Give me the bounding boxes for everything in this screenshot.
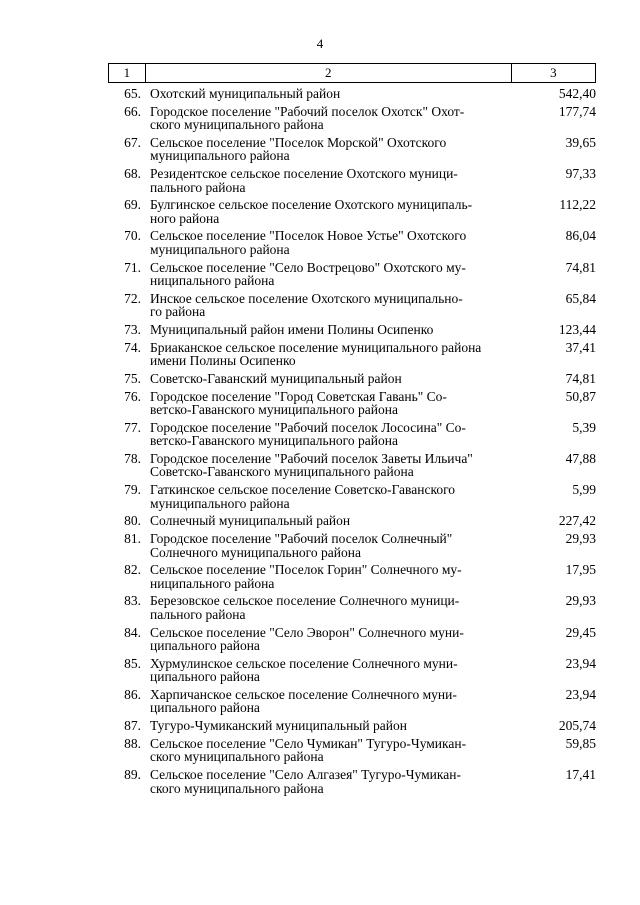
row-number: 80.: [124, 513, 141, 529]
row-name: [150, 421, 515, 448]
row-name-line: Тугуро-Чумиканский муниципальный район: [150, 718, 407, 734]
table-row: [108, 737, 596, 764]
table-row: [108, 198, 596, 225]
row-name-line: Сельское поселение "Поселок Горин" Солнечного му-: [150, 562, 462, 578]
row-name: [150, 626, 515, 653]
row-name-line: ского муниципального района: [150, 749, 324, 765]
row-value: 29,93: [565, 593, 596, 609]
row-number: 69.: [124, 197, 141, 213]
row-value: 74,81: [565, 370, 596, 386]
row-name-line: муниципального района: [150, 241, 290, 257]
row-name-line: ного района: [150, 210, 220, 226]
row-name-line: Сельское поселение "Поселок Морской" Охотского: [150, 134, 447, 150]
table-row: [108, 372, 596, 386]
table-row: [108, 105, 596, 132]
row-name: [150, 452, 515, 479]
row-name-line: Городское поселение "Рабочий поселок Заветы Ильича": [150, 450, 473, 466]
row-number: 77.: [124, 419, 141, 435]
row-name-line: Хурмулинское сельское поселение Солнечного муни-: [150, 655, 458, 671]
table-header: [108, 63, 596, 83]
row-name-line: ципального района: [150, 700, 260, 716]
row-name: [150, 532, 515, 559]
row-number: 72.: [124, 290, 141, 306]
row-number: 81.: [124, 531, 141, 546]
row-name: [150, 229, 515, 256]
row-value: 86,04: [565, 228, 596, 244]
table-row: [108, 261, 596, 288]
row-name-line: Булгинское сельское поселение Охотского муниципаль-: [150, 197, 473, 213]
table-row: [108, 626, 596, 653]
row-name-line: Сельское поселение "Поселок Новое Устье" Охотского: [150, 228, 467, 244]
row-name-line: Инское сельское поселение Охотского муниципально-: [150, 290, 463, 306]
row-name-line: Гаткинское сельское поселение Советско-Гаванского: [150, 482, 456, 498]
page-number: 4: [316, 36, 324, 51]
row-value: 542,40: [558, 86, 596, 101]
table-row: [108, 292, 596, 319]
row-number: 87.: [124, 718, 141, 734]
row-name: [150, 87, 515, 101]
row-name-line: ского муниципального района: [150, 117, 324, 133]
row-number: 66.: [124, 103, 141, 119]
row-name-line: Советско-Гаванского муниципального района: [150, 464, 414, 480]
row-name: [150, 323, 515, 337]
row-name-line: муниципального района: [150, 148, 290, 164]
row-name-line: Березовское сельское поселение Солнечного муници-: [150, 593, 460, 609]
row-value: 205,74: [558, 718, 596, 734]
row-name: [150, 390, 515, 417]
row-value: 29,93: [565, 531, 596, 546]
row-value: 50,87: [565, 388, 596, 404]
row-name: [150, 514, 515, 528]
table-row: [108, 657, 596, 684]
row-number: 88.: [124, 735, 141, 751]
table-row: [108, 229, 596, 256]
table-row: [108, 390, 596, 417]
row-name-line: Солнечного муниципального района: [150, 544, 361, 560]
table-row: [108, 768, 596, 795]
table-row: [108, 483, 596, 510]
row-value: 123,44: [558, 322, 596, 337]
table-row: [108, 594, 596, 621]
row-name-line: Советско-Гаванский муниципальный район: [150, 370, 402, 386]
row-value: 29,45: [565, 624, 596, 640]
row-name-line: Сельское поселение "Село Эворон" Солнечного муни-: [150, 624, 464, 640]
row-value: 59,85: [565, 735, 596, 751]
row-number: 67.: [124, 134, 141, 150]
row-name-line: Бриаканское сельское поселение муниципального района: [150, 339, 482, 355]
row-value: 65,84: [565, 290, 596, 306]
row-number: 82.: [124, 562, 141, 578]
table-row: [108, 341, 596, 368]
row-name: [150, 719, 515, 733]
table-body: [108, 87, 596, 799]
row-name: [150, 688, 515, 715]
row-name-line: ниципального района: [150, 273, 275, 289]
row-number: 78.: [124, 450, 141, 466]
table-row: [108, 532, 596, 559]
row-value: 177,74: [558, 103, 596, 119]
table-row: [108, 688, 596, 715]
row-name-line: Городское поселение "Рабочий поселок Охотск" Охот-: [150, 103, 465, 119]
header-col-2: 2: [145, 64, 511, 83]
row-name-line: Муниципальный район имени Полины Осипенко: [150, 322, 434, 337]
row-value: 37,41: [565, 339, 596, 355]
row-name: [150, 136, 515, 163]
row-value: 17,41: [565, 767, 596, 782]
row-number: 76.: [124, 388, 141, 404]
row-name: [150, 292, 515, 319]
row-value: 5,39: [572, 419, 596, 435]
row-value: 74,81: [565, 259, 596, 275]
row-name-line: Солнечный муниципальный район: [150, 513, 351, 529]
row-name-line: Сельское поселение "Село Алгазея" Тугуро-Чумикан-: [150, 767, 461, 782]
row-number: 83.: [124, 593, 141, 609]
row-value: 17,95: [565, 562, 596, 578]
row-value: 227,42: [558, 513, 596, 529]
table-row: [108, 136, 596, 163]
row-name-line: ветско-Гаванского муниципального района: [150, 402, 398, 418]
row-name: [150, 372, 515, 386]
row-value: 112,22: [559, 197, 596, 213]
row-name-line: ниципального района: [150, 575, 275, 591]
row-number: 68.: [124, 166, 141, 182]
table-row: [108, 452, 596, 479]
row-name-line: пального района: [150, 606, 246, 622]
row-name: [150, 737, 515, 764]
row-name-line: Охотский муниципальный район: [150, 86, 341, 101]
row-name-line: Городское поселение "Рабочий поселок Солнечный": [150, 531, 453, 546]
row-name-line: Сельское поселение "Село Вострецово" Охотского му-: [150, 259, 466, 275]
table-row: [108, 563, 596, 590]
row-name: [150, 594, 515, 621]
row-name-line: пального района: [150, 179, 246, 195]
row-number: 73.: [124, 322, 141, 337]
row-name: [150, 563, 515, 590]
header-col-3: 3: [511, 64, 595, 83]
table-row: [108, 87, 596, 101]
row-value: 97,33: [565, 166, 596, 182]
row-name-line: Сельское поселение "Село Чумикан" Тугуро-Чумикан-: [150, 735, 467, 751]
row-name: [150, 483, 515, 510]
row-number: 86.: [124, 686, 141, 702]
row-number: 79.: [124, 482, 141, 498]
table-row: [108, 421, 596, 448]
row-number: 65.: [124, 86, 141, 101]
row-number: 75.: [124, 370, 141, 386]
row-name: [150, 198, 515, 225]
row-name-line: го района: [150, 304, 206, 320]
row-number: 71.: [124, 259, 141, 275]
row-name: [150, 341, 515, 368]
row-number: 70.: [124, 228, 141, 244]
row-number: 85.: [124, 655, 141, 671]
row-name-line: Резидентское сельское поселение Охотского муници-: [150, 166, 458, 182]
row-name: [150, 167, 515, 194]
row-number: 89.: [124, 767, 141, 782]
row-name-line: ветско-Гаванского муниципального района: [150, 433, 398, 449]
table-row: [108, 167, 596, 194]
row-name-line: муниципального района: [150, 495, 290, 511]
row-name: [150, 261, 515, 288]
row-value: 47,88: [565, 450, 596, 466]
header-col-1: 1: [109, 64, 146, 83]
row-value: 39,65: [565, 134, 596, 150]
row-name-line: имени Полины Осипенко: [150, 353, 296, 369]
row-name: [150, 768, 515, 795]
row-name-line: ципального района: [150, 638, 260, 654]
row-value: 23,94: [565, 686, 596, 702]
row-name-line: Харпичанское сельское поселение Солнечного муни-: [150, 686, 457, 702]
row-name-line: Городское поселение "Рабочий поселок Лососина" Со-: [150, 419, 466, 435]
row-name-line: ципального района: [150, 669, 260, 685]
table-row: [108, 323, 596, 337]
row-name: [150, 657, 515, 684]
row-value: 5,99: [572, 482, 596, 498]
row-number: 84.: [124, 624, 141, 640]
table-row: [108, 719, 596, 733]
row-name-line: ского муниципального района: [150, 780, 324, 796]
row-value: 23,94: [565, 655, 596, 671]
row-name-line: Городское поселение "Город Советская Гавань" Со-: [150, 388, 447, 404]
row-name: [150, 105, 515, 132]
table-row: [108, 514, 596, 528]
row-number: 74.: [124, 339, 141, 355]
